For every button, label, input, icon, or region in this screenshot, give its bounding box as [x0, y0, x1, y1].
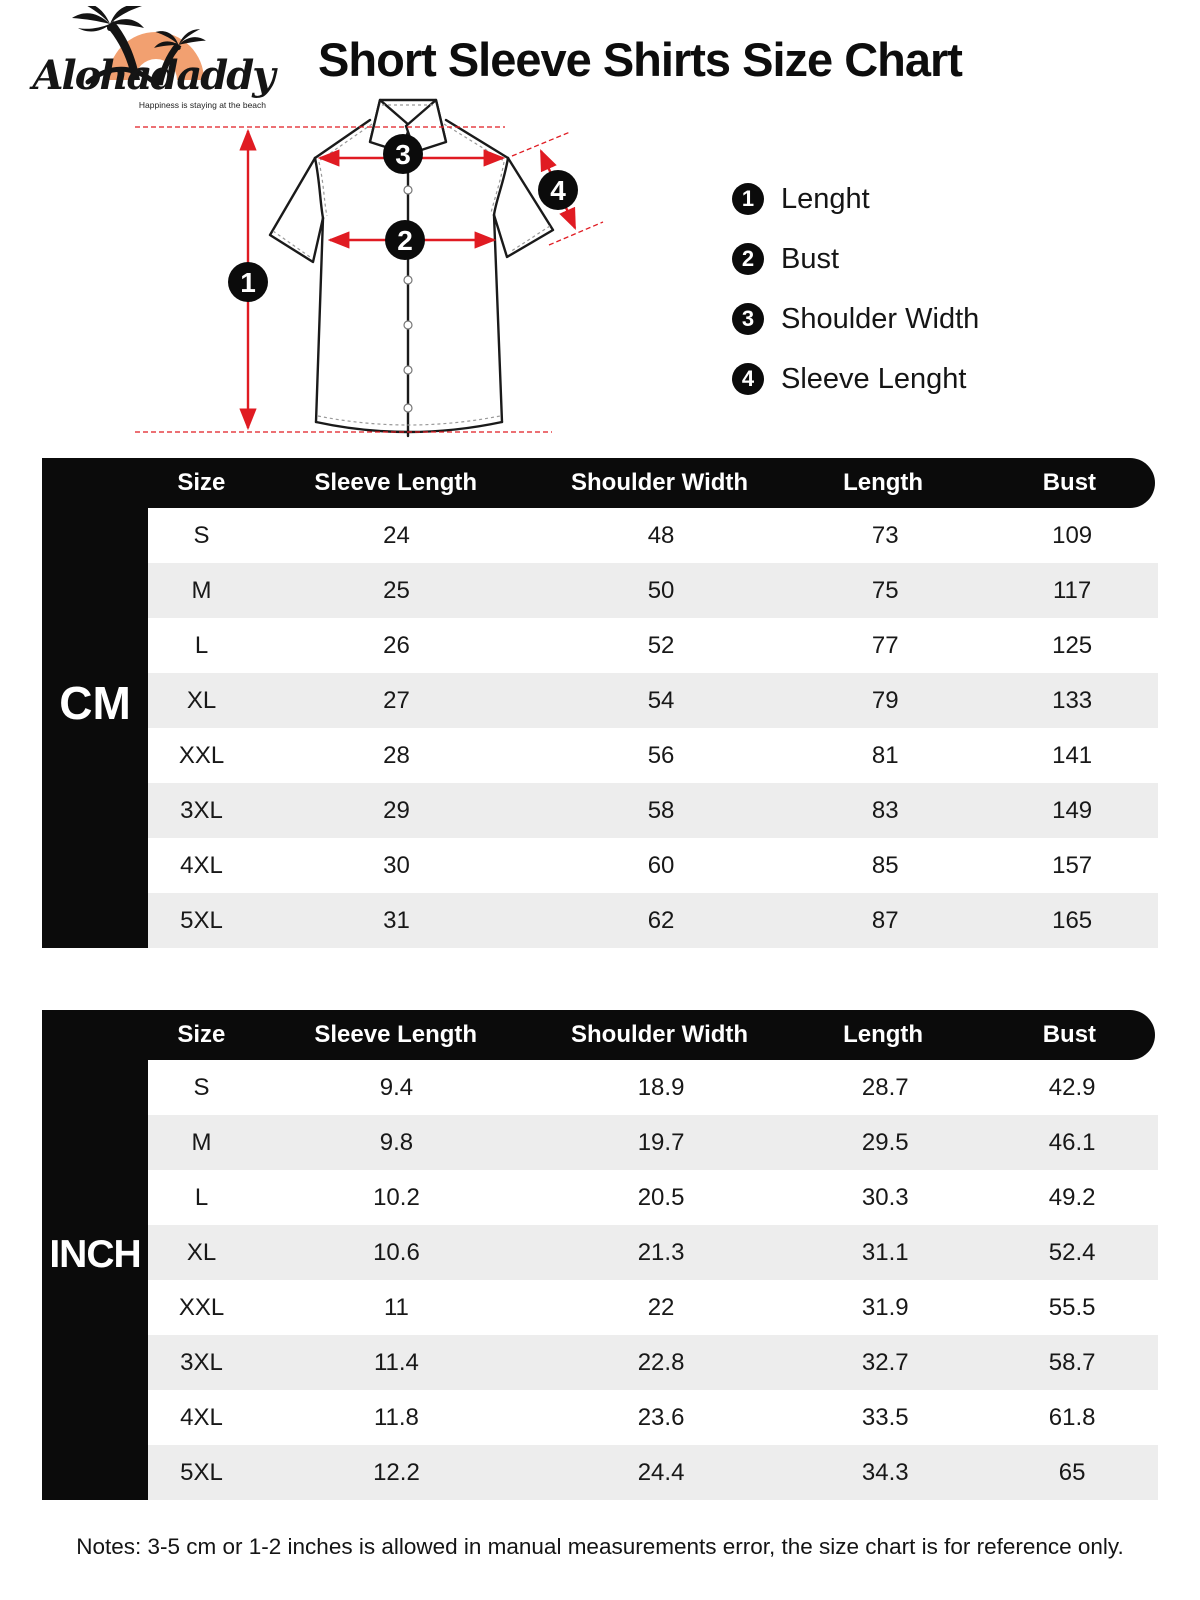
measure-badge-3 — [383, 134, 423, 174]
value-cell: 30 — [383, 851, 410, 879]
value-cell: 31.9 — [861, 1293, 909, 1321]
svg-text:4: 4 — [550, 175, 566, 206]
size-cell: 3XL — [180, 1348, 223, 1376]
value-cell: 24.4 — [637, 1458, 685, 1486]
unit-label: CM — [59, 677, 131, 729]
legend-badge-icon: 4 — [732, 363, 764, 395]
legend-label: Bust — [781, 242, 840, 275]
table-row — [148, 673, 1158, 728]
unit-band — [42, 1010, 148, 1500]
value-cell: 62 — [647, 906, 675, 934]
value-cell: 11 — [383, 1293, 409, 1321]
size-cell: L — [194, 631, 209, 659]
unit-label: INCH — [49, 1233, 141, 1276]
legend-item-3 — [732, 302, 979, 336]
value-cell: 109 — [1052, 521, 1093, 549]
table-row — [148, 1280, 1158, 1335]
measure-badge-1 — [228, 262, 268, 302]
size-cell: 4XL — [180, 1403, 223, 1431]
value-cell: 32.7 — [861, 1348, 909, 1376]
value-cell: 141 — [1052, 741, 1093, 769]
size-cell: M — [191, 1128, 212, 1156]
size-cell: 5XL — [180, 1458, 223, 1486]
value-cell: 50 — [647, 576, 675, 604]
brand-name: Alohadaddy — [32, 52, 274, 99]
table-row — [148, 893, 1158, 948]
value-cell: 56 — [647, 741, 675, 769]
value-cell: 77 — [871, 631, 899, 659]
value-cell: 25 — [383, 576, 410, 604]
value-cell: 55.5 — [1048, 1293, 1096, 1321]
value-cell: 9.8 — [379, 1128, 414, 1156]
value-cell: 54 — [647, 686, 675, 714]
value-cell: 10.2 — [373, 1183, 420, 1211]
table-header-row — [42, 1010, 1155, 1060]
header-length: Length — [843, 1021, 924, 1048]
value-cell: 61.8 — [1048, 1403, 1096, 1431]
legend-badge-icon: 3 — [732, 303, 764, 335]
size-cell: XL — [186, 686, 217, 714]
value-cell: 11.8 — [373, 1403, 419, 1431]
table-row — [148, 783, 1158, 838]
measure-badge-2 — [385, 220, 425, 260]
legend-item-1 — [732, 182, 979, 216]
size-cell: 5XL — [180, 906, 223, 934]
svg-text:3: 3 — [395, 139, 411, 170]
svg-text:2: 2 — [397, 225, 413, 256]
value-cell: 12.2 — [373, 1458, 420, 1486]
value-cell: 42.9 — [1048, 1073, 1096, 1101]
value-cell: 52.4 — [1048, 1238, 1096, 1266]
header-size: Size — [177, 1021, 226, 1048]
value-cell: 30.3 — [861, 1183, 909, 1211]
value-cell: 83 — [871, 796, 899, 824]
size-cell: 4XL — [180, 851, 223, 879]
size-cell: XXL — [178, 741, 225, 769]
value-cell: 11.4 — [373, 1348, 419, 1376]
value-cell: 46.1 — [1048, 1128, 1096, 1156]
value-cell: 20.5 — [637, 1183, 685, 1211]
table-row — [148, 728, 1158, 783]
value-cell: 49.2 — [1048, 1183, 1096, 1211]
table-row — [148, 1060, 1158, 1115]
value-cell: 81 — [871, 741, 899, 769]
header-bust: Bust — [1042, 1021, 1097, 1048]
value-cell: 21.3 — [637, 1238, 685, 1266]
size-cell: 3XL — [180, 796, 223, 824]
table-row — [148, 1170, 1158, 1225]
legend-label: Lenght — [781, 182, 870, 215]
table-row — [148, 618, 1158, 673]
table-header-row — [42, 458, 1155, 508]
size-table-cm — [42, 458, 1158, 948]
value-cell: 58.7 — [1048, 1348, 1096, 1376]
table-body — [148, 508, 1158, 948]
size-cell: S — [193, 521, 210, 549]
header-sleeve-length: Sleeve Length — [314, 1021, 478, 1048]
size-cell: M — [191, 576, 212, 604]
header-bust: Bust — [1042, 469, 1097, 496]
table-row — [148, 1225, 1158, 1280]
value-cell: 149 — [1052, 796, 1093, 824]
value-cell: 52 — [647, 631, 675, 659]
table-row — [148, 1335, 1158, 1390]
value-cell: 125 — [1052, 631, 1093, 659]
shirt-measurement-diagram — [120, 90, 610, 452]
table-row — [148, 1390, 1158, 1445]
measure-badge-4 — [538, 170, 578, 210]
value-cell: 75 — [871, 576, 899, 604]
notes-text: Notes: 3-5 cm or 1-2 inches is allowed in manual measurements error, the size chart is for reference only. — [76, 1534, 1124, 1559]
value-cell: 28 — [383, 741, 410, 769]
header-sleeve-length: Sleeve Length — [314, 469, 478, 496]
size-cell: XL — [186, 1238, 217, 1266]
header-size: Size — [177, 469, 226, 496]
legend-item-2 — [732, 242, 979, 276]
table-body — [148, 1060, 1158, 1500]
svg-text:1: 1 — [240, 267, 256, 298]
value-cell: 79 — [871, 686, 899, 714]
table-row — [148, 1445, 1158, 1500]
table-row — [148, 508, 1158, 563]
header-shoulder-width: Shoulder Width — [570, 469, 749, 496]
unit-band — [42, 458, 148, 948]
value-cell: 29.5 — [861, 1128, 909, 1156]
size-cell: XXL — [178, 1293, 225, 1321]
value-cell: 58 — [647, 796, 675, 824]
size-table-inch — [42, 1010, 1158, 1500]
legend-item-4 — [732, 362, 979, 396]
value-cell: 33.5 — [861, 1403, 909, 1431]
brand-tagline: Happiness is staying at the beach — [138, 100, 266, 110]
page-title: Short Sleeve Shirts Size Chart — [318, 33, 962, 86]
size-cell: S — [193, 1073, 210, 1101]
value-cell: 73 — [871, 521, 899, 549]
value-cell: 10.6 — [373, 1238, 420, 1266]
value-cell: 9.4 — [379, 1073, 414, 1101]
legend-badge-icon: 1 — [732, 183, 764, 215]
header-shoulder-width: Shoulder Width — [570, 1021, 749, 1048]
value-cell: 133 — [1052, 686, 1093, 714]
value-cell: 22 — [647, 1293, 675, 1321]
value-cell: 18.9 — [637, 1073, 685, 1101]
table-row — [148, 1115, 1158, 1170]
legend-label: Sleeve Lenght — [781, 362, 967, 395]
value-cell: 26 — [383, 631, 410, 659]
value-cell: 117 — [1052, 576, 1092, 604]
value-cell: 65 — [1058, 1458, 1086, 1486]
value-cell: 24 — [383, 521, 410, 549]
value-cell: 60 — [647, 851, 675, 879]
legend-badge-icon: 2 — [732, 243, 764, 275]
value-cell: 19.7 — [637, 1128, 685, 1156]
value-cell: 29 — [383, 796, 410, 824]
value-cell: 31 — [383, 906, 410, 934]
value-cell: 85 — [871, 851, 899, 879]
header-length: Length — [843, 469, 924, 496]
value-cell: 87 — [871, 906, 899, 934]
sleeve-guide-lower — [549, 222, 603, 245]
value-cell: 22.8 — [637, 1348, 685, 1376]
value-cell: 23.6 — [637, 1403, 685, 1431]
size-cell: L — [194, 1183, 209, 1211]
value-cell: 157 — [1052, 851, 1093, 879]
value-cell: 48 — [647, 521, 675, 549]
value-cell: 27 — [383, 686, 410, 714]
value-cell: 165 — [1052, 906, 1093, 934]
table-row — [148, 838, 1158, 893]
value-cell: 34.3 — [861, 1458, 909, 1486]
measurement-legend — [732, 182, 979, 422]
legend-label: Shoulder Width — [781, 302, 980, 335]
table-row — [148, 563, 1158, 618]
value-cell: 28.7 — [861, 1073, 909, 1101]
value-cell: 31.1 — [861, 1238, 909, 1266]
